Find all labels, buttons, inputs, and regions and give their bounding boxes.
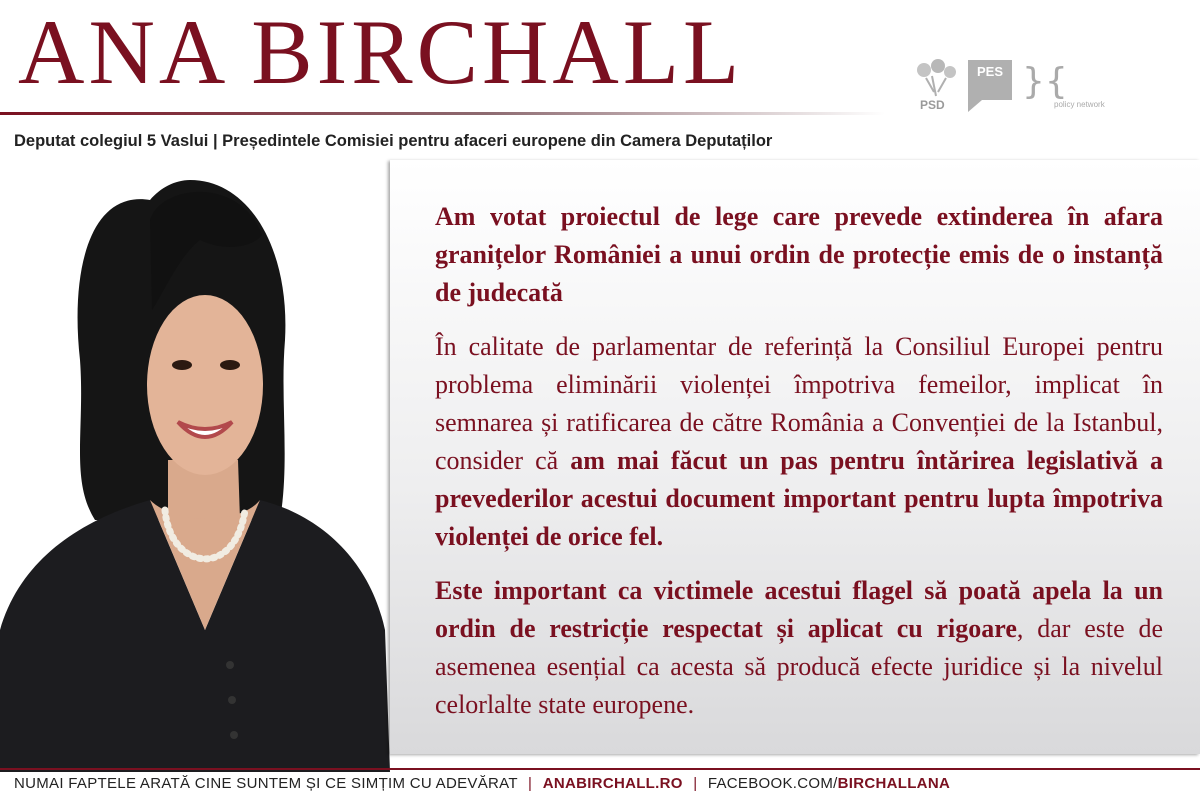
facebook-link[interactable] [708, 775, 950, 792]
statement-panel [390, 160, 1200, 754]
statement-headline: Am votat proiectul de lege care prevede extinderea în afara granițelor României a unui ordin de protecție emis de o instanță de judecată [435, 202, 1163, 307]
footer-separator: | [528, 775, 533, 792]
footer [14, 775, 950, 792]
policy-network-logo [1022, 61, 1112, 114]
policy-network-label: policy network [1054, 100, 1105, 109]
speech-tail-icon [968, 96, 1012, 112]
psd-label: PSD [920, 98, 945, 112]
footer-divider [0, 768, 1200, 770]
paragraph-1-emphasis: am mai făcut un pas pentru întărirea legislativă a prevederilor acestui document important pentru lupta împotriva violenței de orice fel. [435, 446, 1163, 551]
page-title: ANA BIRCHALL [18, 1, 744, 103]
footer-separator: | [693, 775, 698, 792]
statement-paragraph-1 [435, 328, 1163, 556]
statement-paragraph-2 [435, 572, 1163, 724]
party-logos [912, 58, 1132, 118]
website-link[interactable]: ANABIRCHALL.RO [542, 775, 683, 792]
title-divider [0, 112, 885, 115]
portrait-photo [0, 160, 390, 772]
pes-label: PES [968, 60, 1012, 96]
paragraph-1-text: În calitate de parlamentar de referință la Consiliul Europei pentru problema eliminării violenței împotriva femeilor, implicat în semnarea și ratificarea de către România a Convenției de la Istanbul, consider că [435, 332, 1163, 475]
pes-logo [968, 60, 1012, 112]
facebook-prefix: FACEBOOK.COM/ [707, 775, 838, 792]
footer-slogan: NUMAI FAPTELE ARATĂ CINE SUNTEM ȘI CE SIMȚIM CU ADEVĂRAT [14, 775, 518, 792]
subtitle: Deputat colegiul 5 Vaslui | Președintele Comisiei pentru afaceri europene din Camera Deputaților [14, 132, 773, 150]
psd-logo [912, 58, 962, 118]
rose-icon [912, 58, 962, 98]
brace-icon: }{ [1022, 61, 1068, 102]
paragraph-2-emphasis: Este important ca victimele acestui flagel să poată apela la un ordin de restricție respectat și aplicat cu rigoare [435, 576, 1163, 643]
facebook-handle: BIRCHALLANA [837, 775, 951, 792]
paragraph-2-text: , dar este de asemenea esențial ca acesta să producă efecte juridice și la nivelul celorlalte state europene. [435, 614, 1163, 719]
